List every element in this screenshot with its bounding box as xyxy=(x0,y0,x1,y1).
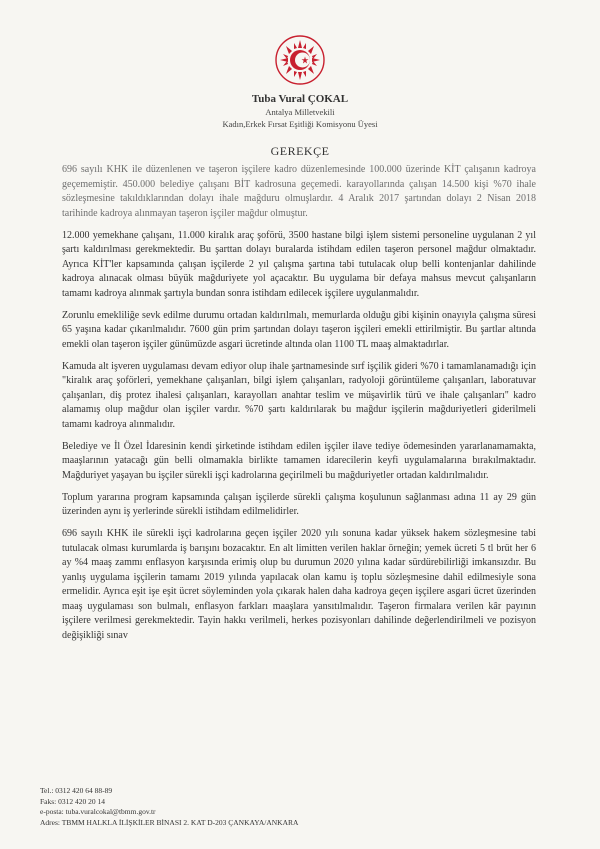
paragraph-4: Kamuda alt işveren uygulaması devam ediyor olup ihale şartnamesinde sırf işçilik gideri %70 i tamamlanamadığı için "kiralık araç şoförleri, yemekhane çalışanları, bilgi işlem çalışanları, radyoloji görüntüleme çalışanları, laboratuvar çalışanları, diş protez ihalesi çalışanları, karayolları anahtar teslim ve müşavirlik türü ve ihale çalışanları" kadro alamamış olup mağdur olan işçiler vardır. %70 şartı kaldırılarak bu mağdur işçilerin mağduriyetleri giderilmeli tamamı kadroya alınmalıdır. xyxy=(62,360,536,430)
document-title: GEREKÇE xyxy=(270,144,330,158)
contact-footer xyxy=(40,786,298,828)
footer-address: Adres: TBMM HALKLA İLİŞKİLER BİNASI 2. KAT D-203 ÇANKAYA/ANKARA xyxy=(40,817,299,827)
paragraph-7: 696 sayılı KHK ile sürekli işçi kadrolarına geçen işçiler 2020 yılı sonuna kadar yüksek hakem sözleşmesine tabi tutulacak olması kurumlarda iş barışını bozacaktır. En alt limitten verilen haklar örneğin; yemek ücreti 5 tl brüt her 6 ay %4 maaş zammı enflasyon karşısında erimiş olup bu durumun 2020 yılına kadar sürdürebilirliği imkansızdır. Bu yanlış uygulama işçilerin tamamı 2019 yılında yapılacak olan kamu iş toplu sözleşmesine dahil edilmesiyle sona ermelidir. Ayrıca eşit işe eşit ücret söyleminden yola çıkarak halen daha kadroya geçen işçilere asgari ücret üzerinden maaş uygulaması son bulmalı, enflasyon farkları maaşlara yansıtılmalıdır. Taşeron firmalara verilen kâr payının işçilere verilmesi gerekmektedir. Tayin hakkı verilmeli, herkes pozisyonları dahilinde değerlendirilmeli ve pozisyon değişikliği sınav xyxy=(62,528,536,641)
document-body xyxy=(62,163,536,651)
footer-email: e-posta: tuba.vuralcokal@tbmm.gov.tr xyxy=(40,807,156,816)
paragraph-2: 12.000 yemekhane çalışanı, 11.000 kiralık araç şoförü, 3500 hastane bilgi işlem sistemi personeline uygulanan 2 yıl şartı kaldırılması gerekmektedir. Bu şarttan dolayı buralarda istihdam edilen taşeron personel mağdur olmaktadır. Ayrıca KİT'ler kapsamında çalışan işçilerde 2 yıl çalışma şartına tabi tutulacak olup belli kontenjanlar dahilinde kadroya alınacak olması büyük mağduriyete yol açacaktır. Bu uygulama bir defaya mahsus mevcut çalışanların tamamı kadroya alınmak şartıyla bundan sonra istihdam edilecek işçilere uygulanmalıdır. xyxy=(62,229,536,299)
mp-name: Tuba Vural ÇOKAL xyxy=(251,93,349,105)
footer-fax: Faks: 0312 420 20 14 xyxy=(40,796,106,806)
mp-role: Antalya Milletvekili xyxy=(265,107,335,117)
paragraph-5: Belediye ve İl Özel İdaresinin kendi şirketinde istihdam edilen işçiler ilave tediye ödemesinden yararlanamamakta, maaşlarının yatacağı gün belli olmamakla birlikte tamamen idarecilerin keyfi uygulamalarına bırakılmaktadır. Mağduriyet yaşayan bu işçiler sürekli işçi kadrolarına geçirilmeli bu mağduriyetler ortadan kaldırılmalıdır. xyxy=(62,440,536,481)
paragraph-3: Zorunlu emekliliğe sevk edilme durumu ortadan kaldırılmalı, memurlarda olduğu gibi kişinin onayıyla çalışma süresi 65 yaşına kadar çıkarılmalıdır. 7600 gün prim şartından dolayı taşeron işçileri emekli ettirilmiştir. Bu şartlar altında emekli olan taşeron işçiler günümüzde asgari ücretinde altında olan 1100 TL maaş almaktadırlar. xyxy=(62,309,536,350)
paragraph-1: 696 sayılı KHK ile düzenlenen ve taşeron işçilere kadro düzenlemesinde 100.000 üzerinde KİT çalışanın kadroya geçememiştir. 450.000 belediye çalışanı BİT kadrosuna geçemedi. karayollarında çalışan 14.500 kişi %70 ihale sözleşmesine takıldıklarından dolayı ihale mağduru olmuşlardır. 4 Aralık 2017 şartından dolayı 2 Nisan 2018 tarihinde kadroya alınmayan taşeron işçiler mağdur olmuştur. xyxy=(62,164,536,219)
footer-tel: Tel.: 0312 420 64 88-89 xyxy=(40,786,113,795)
mp-committee: Kadın,Erkek Fırsat Eşitliği Komisyonu Üyesi xyxy=(222,119,378,129)
paragraph-6: Toplum yararına program kapsamında çalışan işçilerde sürekli çalışma koşulunun sağlanması adına 11 ay 29 gün üzerinden aynı iş yerlerinde sürekli istihdam edilmelidirler. xyxy=(62,491,536,517)
tbmm-emblem-icon xyxy=(274,34,326,86)
